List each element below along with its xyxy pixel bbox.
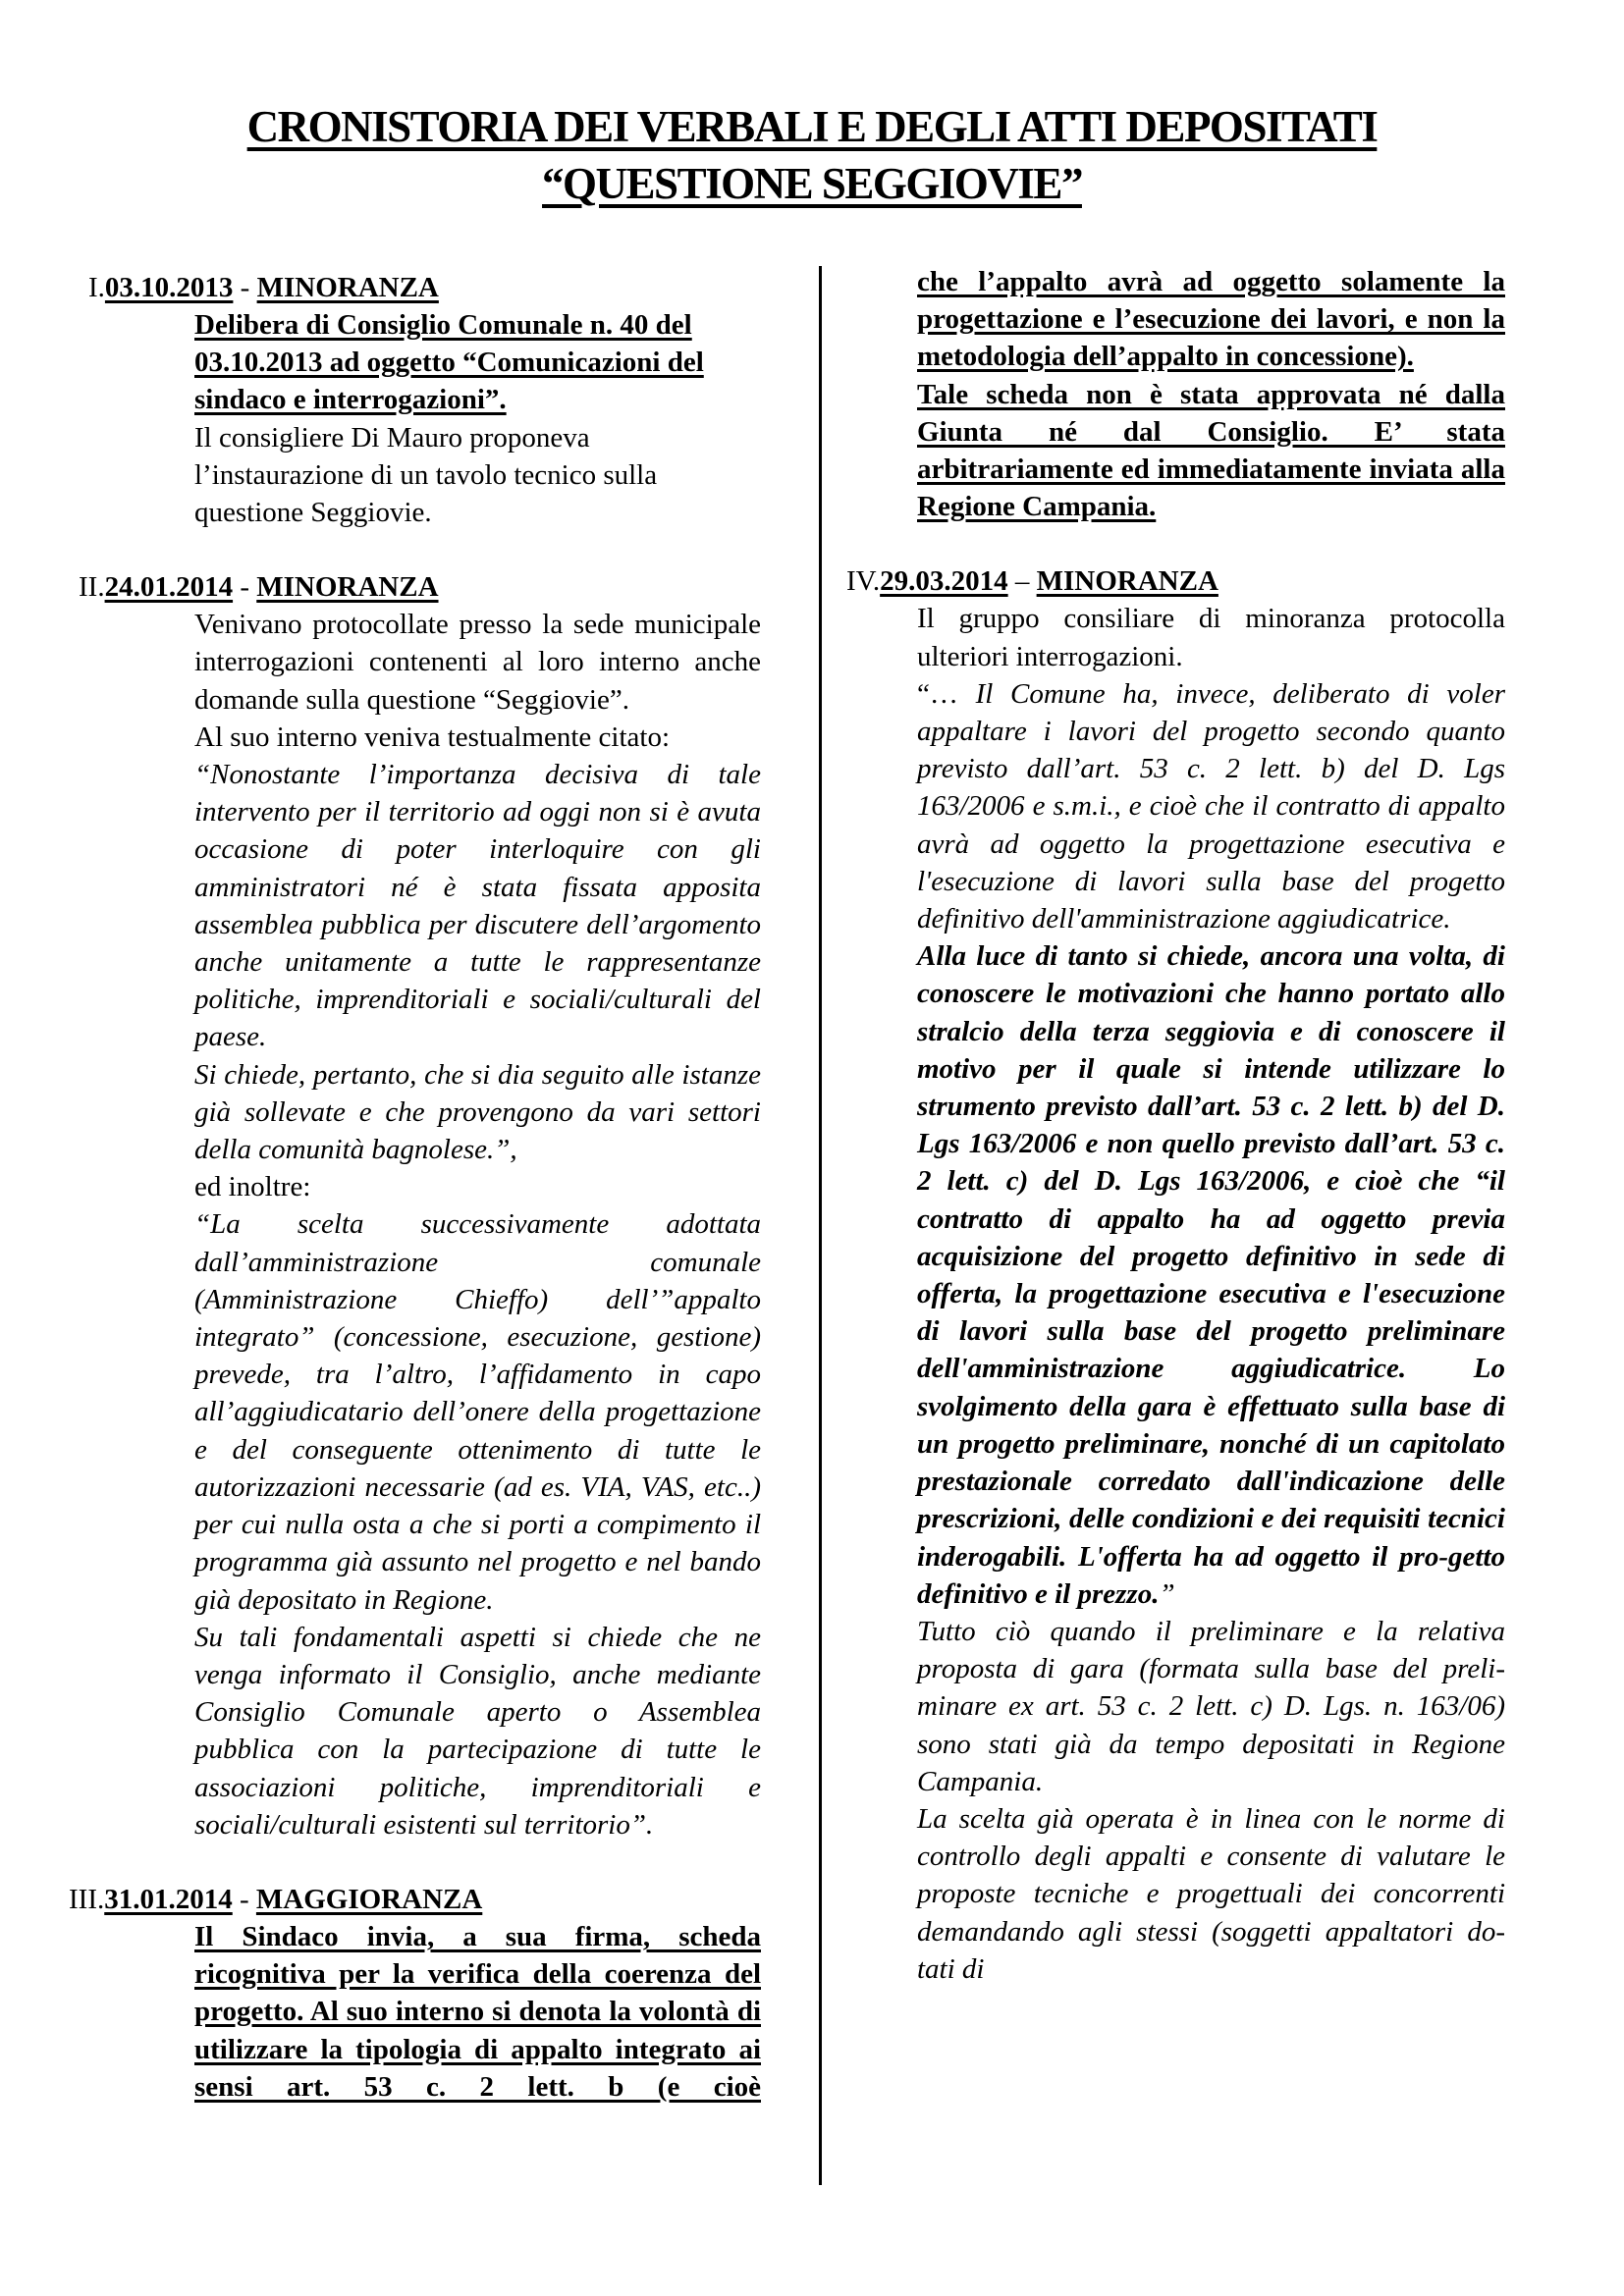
entry-side: MINORANZA — [1036, 565, 1218, 598]
entry-quote: Si chiede, pertanto, che si dia seguito alle istanze già sollevate e che provengono da vari settori della comunità bagnolese.”, — [194, 1058, 761, 1166]
entry-paragraph: Al suo interno veniva testualmente citato: — [194, 721, 671, 753]
entry-separator: - — [232, 1883, 256, 1915]
entry-ii — [79, 568, 761, 1843]
title-line-1: CRONISTORIA DEI VERBALI E DEGLI ATTI DEPOSITATI — [246, 102, 1378, 151]
entry-quote-bold: Alla luce di tanto si chiede, ancora una volta, di conoscere le motivazioni che hanno portato allo stralcio della terza seggiovia e di conoscere il motivo per il quale si intende utilizzare lo strumento previsto dall’art. 53 c. 2 lett. b) del D. Lgs 163/2006 e non quello previsto dall’art. 53 c. 2 lett. c) del D. Lgs 163/2006, e cioè che “il contratto di appalto ha ad oggetto previa acquisizione del progetto definitivo in sede di offerta, la progettazione esecutiva e l'esecuzione di lavori sulla base del progetto preliminare dell'amministrazione aggiudicatrice. Lo svolgimento della gara è effettuato sulla base di un progetto preliminare, nonché di un capitolato prestazionale corredato dall'indicazione delle prescrizioni, delle condizioni e dei requisiti tecnici inderogabili. L'offerta ha ad oggetto il pro-getto definitivo e il prezzo. — [917, 940, 1505, 1610]
entry-paragraph: Delibera di Consiglio Comunale n. 40 del 03.10.2013 ad oggetto “Comunicazioni del sindaco e interrogazioni”. — [194, 309, 704, 416]
entry-iii — [69, 1881, 761, 2106]
entry-side: MINORANZA — [256, 571, 439, 604]
entry-numeral: I. — [88, 272, 105, 303]
entry-quote: Tutto ciò quando il preliminare e la relativa proposta di gara (formata sulla base del preli-minare ex art. 53 c. 2 lett. c) D. Lgs. n. 163/06) sono stati già da tempo depositati in Regione Campania. — [917, 1615, 1505, 1797]
entry-quote: “Nonostante l’importanza decisiva di tale intervento per il territorio ad oggi non si è avuta occasione di poter interloquire con gli amministratori né è stata fissata apposita assemblea pubblica per discutere dell’argomento anche unitamente a tutte le rappresentanze politiche, imprenditoriali e sociali/culturali del paese. — [194, 759, 761, 1053]
document-subtitle — [0, 155, 1624, 212]
entry-body — [917, 600, 1505, 1988]
entry-date: 03.10.2013 — [104, 272, 234, 303]
document-header — [0, 98, 1624, 212]
entry-numeral: II. — [79, 571, 105, 604]
entry-paragraph: Il consigliere Di Mauro proponeva l’instaurazione di un tavolo tecnico sulla questione Seggiovie. — [194, 421, 658, 529]
entry-paragraph: Il Sindaco invia, a sua firma, scheda ricognitiva per la verifica della coerenza del progetto. Al suo interno si denota la volontà di utilizzare la tipologia di appalto integrato ai sensi art. 53 c. 2 lett. b (e cioè — [194, 1920, 761, 2103]
entry-body — [917, 263, 1505, 525]
entry-body — [194, 606, 761, 1843]
document-title — [0, 98, 1624, 155]
entry-side: MAGGIORANZA — [255, 1883, 483, 1915]
entry-numeral: IV. — [846, 565, 881, 598]
entry-body — [194, 1918, 761, 2106]
entry-iv — [846, 562, 1505, 1988]
entry-date: 24.01.2014 — [104, 571, 234, 604]
entry-paragraph: Tale scheda non è stata approvata né dalla Giunta né dal Consiglio. E’ stata arbitrariamente ed immediatamente inviata alla Regione Campania. — [917, 378, 1505, 523]
entry-separator: - — [233, 272, 257, 303]
entry-iii-continued — [852, 263, 1505, 525]
entry-quote: “La scelta successivamente adottata dall’amministrazione comunale (Amministrazione Chieffo) dell’”appalto integrato” (concessione, esecuzione, gestione) prevede, tra l’altro, l’affidamento in capo all’aggiudicatario dell’onere della progettazione e del conseguente ottenimento di tutte le autorizzazioni necessarie (ad es. VIA, VAS, etc..) per cui nulla osta a che si porti a compimento il programma già assunto nel progetto e nel bando già depositato in Regione. — [194, 1208, 761, 1616]
entry-quote: Il Comune ha, invece, deliberato di voler appaltare i lavori del progetto secondo quanto previsto dall’art. 53 c. 2 lett. b) del D. Lgs 163/2006 e s.m.i., e cioè che il contratto di appalto avrà ad oggetto la progettazione esecutiva e l'esecuzione di lavori sulla base del progetto definitivo dell'amministrazione aggiudicatrice. — [917, 677, 1505, 935]
right-column — [846, 263, 1505, 1988]
entry-heading — [69, 1881, 761, 1918]
entry-paragraph: che l’appalto avrà ad oggetto solamente la progettazione e l’esecuzione dei lavori, e non la metodologia dell’appalto in concessione). — [917, 266, 1505, 373]
entry-body — [194, 306, 761, 531]
entry-paragraph: ed inoltre: — [194, 1171, 311, 1203]
entry-separator: – — [1007, 565, 1037, 598]
entry-paragraph: Venivano protocollate presso la sede municipale interrogazioni contenenti al loro interno anche domande sulla questione “Seggiovie”. — [194, 609, 761, 716]
entry-heading — [846, 562, 1505, 600]
entry-side: MINORANZA — [256, 272, 439, 303]
title-line-2: “QUESTIONE SEGGIOVIE” — [542, 159, 1082, 208]
entry-date: 29.03.2014 — [880, 565, 1008, 598]
entry-i — [88, 269, 761, 531]
entry-heading — [79, 568, 761, 606]
entry-paragraph: Il gruppo consiliare di minoranza protocolla ulteriori interrogazioni. — [917, 603, 1505, 672]
entry-quote: La scelta già operata è in linea con le norme di controllo degli appalti e consente di valutare le proposte tecniche e progettuali dei concorrenti demandando agli stessi (soggetti appaltatori do-tati di — [917, 1802, 1505, 1985]
column-divider — [819, 266, 822, 2185]
entry-separator: - — [233, 571, 257, 604]
quote-close: ” — [1159, 1577, 1175, 1610]
quote-open: “… — [917, 677, 958, 710]
left-column — [69, 269, 761, 2106]
entry-date: 31.01.2014 — [104, 1883, 233, 1915]
entry-numeral: III. — [69, 1883, 105, 1915]
entry-heading — [88, 269, 761, 306]
entry-quote: Su tali fondamentali aspetti si chiede che ne venga informato il Consiglio, anche mediante Consiglio Comunale aperto o Assemblea pubblica con la partecipazione di tutte le associazioni politiche, imprenditoriali e sociali/culturali esistenti sul territorio”. — [194, 1621, 761, 1841]
